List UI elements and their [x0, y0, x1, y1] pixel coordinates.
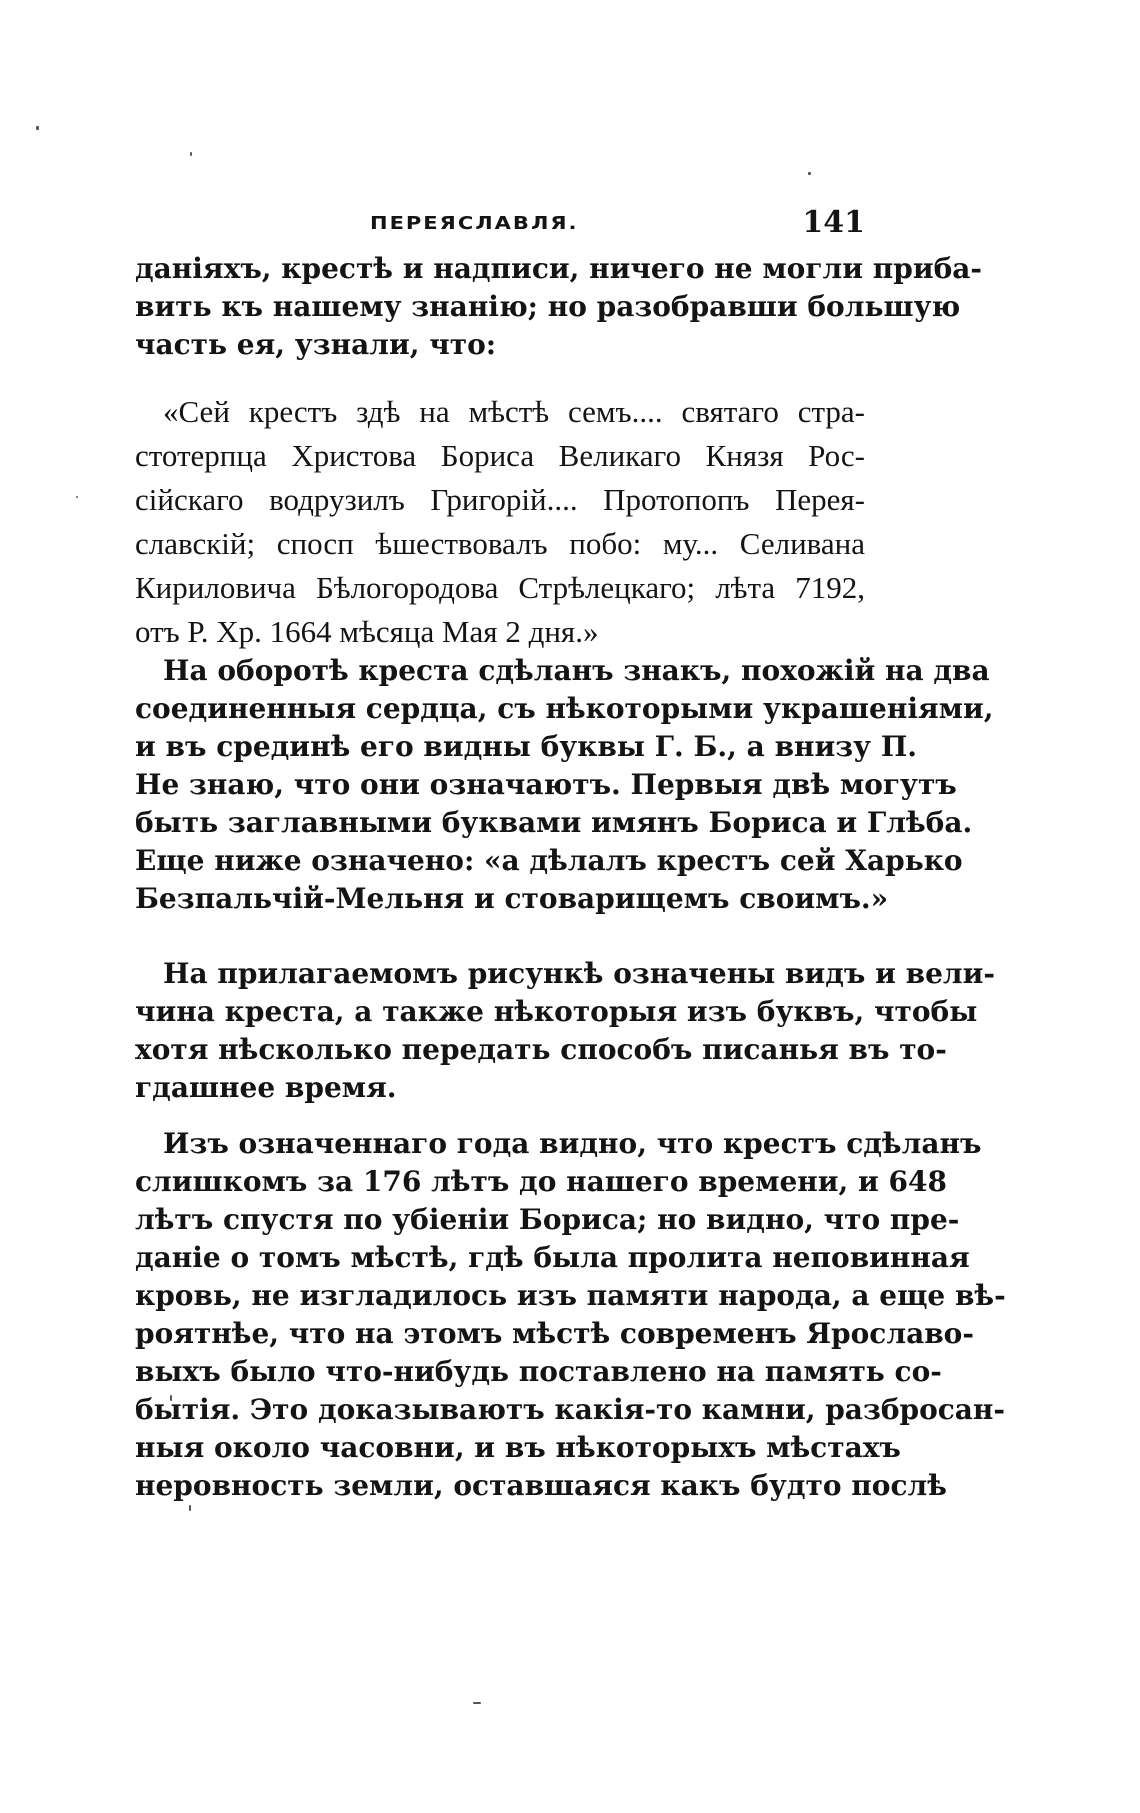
text-line: На прилагаемомъ рисункѣ означены видъ и вели-	[163, 957, 996, 990]
text-line: слишкомъ за 176 лѣтъ до нашего времени, и 648	[135, 1165, 947, 1198]
text-line: ныя около часовни, и въ нѣкоторыхъ мѣстахъ	[135, 1431, 901, 1464]
running-head: ПЕРЕЯСЛАВЛЯ.	[370, 212, 579, 234]
text-line: На оборотѣ креста сдѣланъ знакъ, похожій на два	[163, 654, 990, 687]
quote-line: стотерпца Христова Бориса Великаго Князя Рос-	[135, 438, 865, 473]
text-line: хотя нѣсколько передать способъ писанья въ то-	[135, 1033, 947, 1066]
text-line: Изъ означеннаго года видно, что крестъ сдѣланъ	[163, 1127, 982, 1160]
text-line: даніе о томъ мѣстѣ, гдѣ была пролита неповинная	[135, 1241, 970, 1274]
paragraph-2	[135, 652, 994, 918]
scan-speck	[76, 496, 78, 498]
text-line: неровность земли, оставшаяся какъ будто послѣ	[135, 1469, 947, 1502]
quote-line: сійскаго водрузилъ Григорій.... Протопопъ Перея-	[135, 482, 865, 517]
text-line: гдашнее время.	[135, 1071, 397, 1104]
scan-speck	[189, 1505, 191, 1511]
text-line: вить къ нашему знанію; но разобравши большую	[135, 290, 961, 323]
quote-line: Кириловича Бѣлогородова Стрѣлецкаго; лѣта 7192,	[135, 570, 865, 605]
inscription-quote	[135, 390, 865, 654]
paragraph-3	[135, 955, 996, 1107]
text-line: Еще ниже означено: «а дѣлалъ крестъ сей Харько	[135, 844, 963, 877]
text-line: чина креста, а также нѣкоторыя изъ буквъ, чтобы	[135, 995, 978, 1028]
scan-speck	[36, 126, 39, 130]
text-line: часть ея, узнали, что:	[135, 328, 497, 361]
text-line: роятнѣе, что на этомъ мѣстѣ современъ Ярославо-	[135, 1317, 974, 1350]
page-header	[135, 205, 865, 245]
scan-speck	[808, 172, 811, 175]
text-line: и въ срединѣ его видны буквы Г. Б., а внизу П.	[135, 730, 918, 763]
scan-speck	[473, 1702, 481, 1704]
quote-line: славскій; спосп ѣшествовалъ побо: му... Селивана	[135, 526, 865, 561]
quote-line: «Сей крестъ здѣ на мѣстѣ семъ.... святаго стра-	[163, 394, 865, 429]
text-line: Безпальчій-Мельня и стоварищемъ своимъ.»	[135, 882, 889, 915]
text-line: Не знаю, что они означаютъ. Первыя двѣ могутъ	[135, 768, 957, 801]
text-line: кровь, не изгладилось изъ памяти народа, а еще вѣ-	[135, 1279, 1006, 1312]
text-line: выхъ было что-нибудь поставлено на память со-	[135, 1355, 942, 1388]
text-line: быть заглавными буквами имянъ Бориса и Глѣба.	[135, 806, 973, 839]
page-number: 141	[802, 205, 865, 240]
text-line: соединенныя сердца, съ нѣкоторыми украшеніями,	[135, 692, 994, 725]
text-line: даніяхъ, крестѣ и надписи, ничего не могли приба-	[135, 252, 983, 285]
paragraph-4	[135, 1125, 1006, 1505]
text-line: бытія. Это доказываютъ какія-то камни, разбросан-	[135, 1393, 1006, 1426]
scan-speck	[190, 152, 192, 156]
quote-line: отъ Р. Хр. 1664 мѣсяца Мая 2 дня.»	[135, 614, 599, 649]
text-line: лѣтъ спустя по убіеніи Бориса; но видно, что пре-	[135, 1203, 960, 1236]
paragraph-1	[135, 250, 983, 364]
